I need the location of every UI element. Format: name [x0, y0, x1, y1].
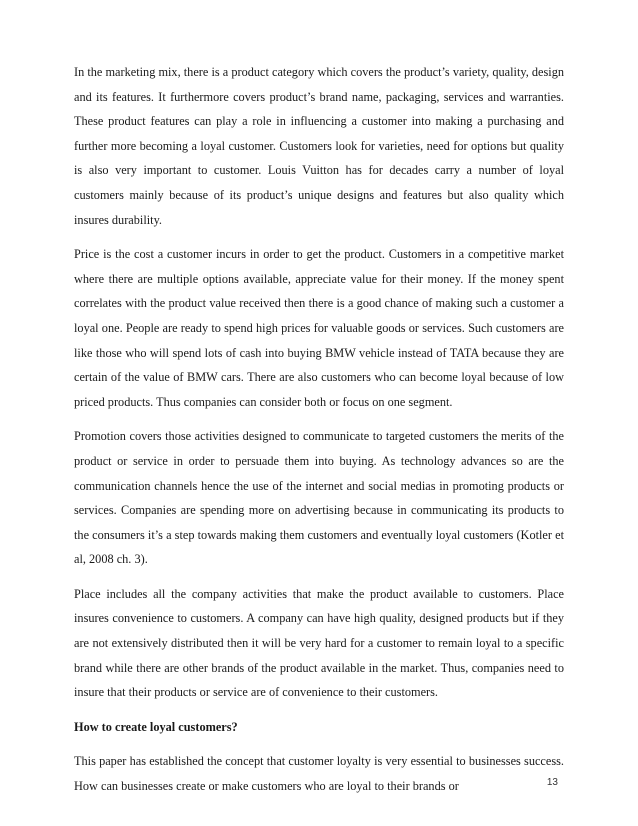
page-number: 13: [546, 777, 558, 788]
paragraph-price: Price is the cost a customer incurs in order to get the product. Customers in a competitive market where there are multiple options available, appreciate value for their money. If the money spent correlates with the product value received then there is a good chance of making such a customer a loyal one. People are ready to spend high prices for valuable goods or services. Such customers are like those who will spend lots of cash into buying BMW vehicle instead of TATA because they are certain of the value of BMW cars. There are also customers who can become loyal because of low priced products. Thus companies can consider both or focus on one segment.: [74, 247, 564, 409]
paragraph-place: Place includes all the company activities that make the product available to customers. Place insures convenience to customers. A company can have high quality, designed products but if they are not extensively distributed then it will be very hard for a customer to remain loyal to a specific brand while there are other brands of the product available in the market. Thus, companies need to insure that their products or service are of convenience to their customers.: [74, 586, 564, 700]
document-body: [74, 60, 564, 809]
paragraph-promotion: Promotion covers those activities designed to communicate to targeted customers the merits of the product or service in order to persuade them into buying. As technology advances so are the communication channels hence the use of the internet and social medias in promoting products or services. Companies are spending more on advertising because in communicating its products to the consumers it’s a step towards making them customers and eventually loyal customers (Kotler et al, 2008 ch. 3).: [74, 429, 564, 567]
paragraph-product: In the marketing mix, there is a product category which covers the product’s variety, quality, design and its features. It furthermore covers product’s brand name, packaging, services and warranties. These product features can play a role in influencing a customer into making a purchasing and further more becoming a loyal customer. Customers look for varieties, need for options but quality is also very important to customer. Louis Vuitton has for decades carry a number of loyal customers mainly because of its product’s unique designs and features but also quality which insures durability.: [74, 65, 564, 227]
paragraph-intro-loyal-customers: This paper has established the concept that customer loyalty is very essential to businesses success. How can businesses create or make customers who are loyal to their brands or: [74, 754, 564, 794]
section-heading: How to create loyal customers?: [74, 719, 238, 734]
